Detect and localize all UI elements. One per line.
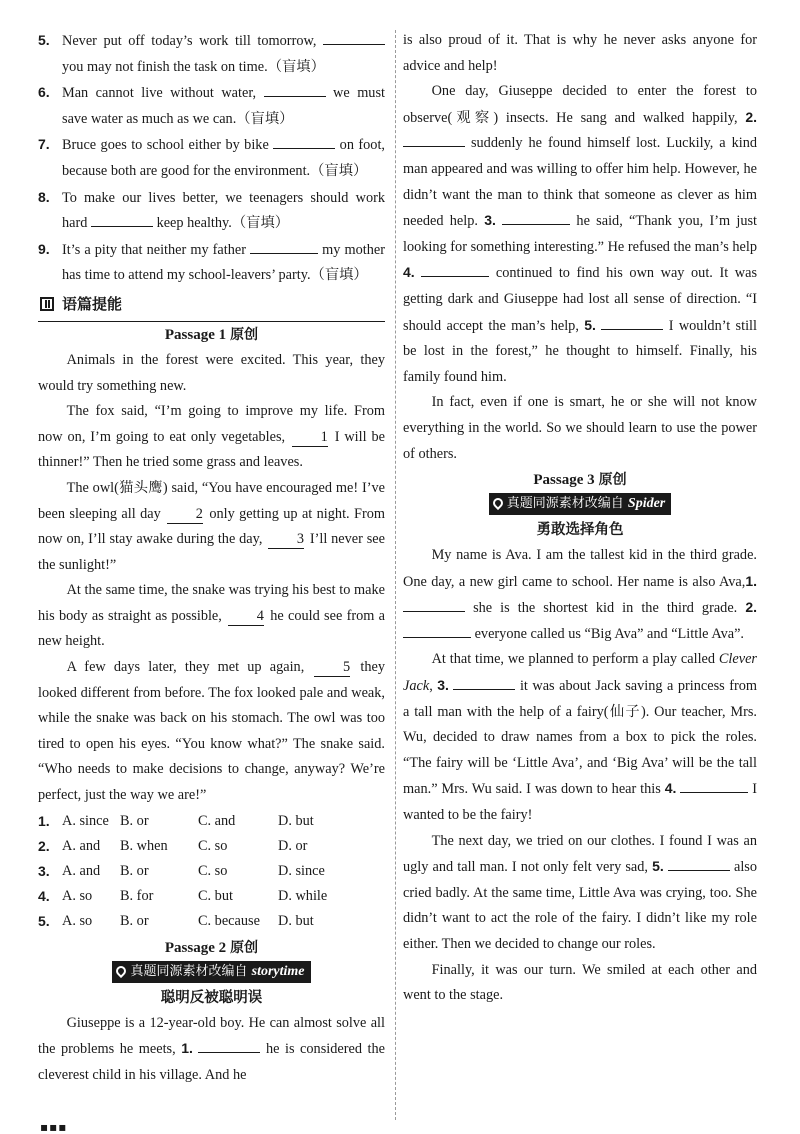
options-list xyxy=(38,809,385,935)
source-banner-wrap xyxy=(403,493,757,517)
column-divider xyxy=(395,30,396,1120)
answer-blank[interactable] xyxy=(421,261,489,277)
option-row: 1. A. since B. or C. and D. but xyxy=(38,812,314,829)
numbered-blank[interactable]: 2 xyxy=(167,505,203,524)
passage-2-title: Passage 2 原创 xyxy=(164,939,259,956)
answer-blank[interactable] xyxy=(403,596,465,612)
answer-blank[interactable] xyxy=(273,133,335,149)
passage-1-para: Animals in the forest were excited. This year, they would try something new. xyxy=(38,351,385,394)
answer-blank[interactable] xyxy=(323,29,385,45)
location-pin-icon xyxy=(491,496,505,510)
passage-1-para: A few days later, they met up again, 5 they looked different from before. The fox looked pale and weak, while the snake was back on his stomach. The owl was too tired to open his eyes. “You know what?” The snake said. “Who needs to make decisions to change, anyway? We’re perfect, just the way we are!” xyxy=(38,659,386,804)
option-row: 2. A. and B. when C. so D. or xyxy=(38,837,308,854)
passage-1-para: The fox said, “I’m going to improve my life. From now on, I’m going to eat only vegetables, 1 I will be thinner!” Then he tried some grass and leaves. xyxy=(38,403,385,471)
passage-2-para: In fact, even if one is smart, he or she will not know everything in the world. So we should learn to use the power of others. xyxy=(403,394,757,462)
passage-2-subtitle: 聪明反被聪明误 xyxy=(160,989,263,1006)
passage-2-para: Giuseppe is a 12-year-old boy. He can almost solve all the problems he meets, 1. he is considered the cleverest child in his village. And he xyxy=(38,1014,385,1083)
right-column xyxy=(403,28,757,1009)
numbered-blank[interactable]: 5 xyxy=(314,658,350,677)
passage-2-para: One day, Giuseppe decided to enter the forest to observe(观察) insects. He sang and walked happily, 2. suddenly he found himself lost. Luckily, a kind man appeared and was willing to offer him help. However, he didn’t want the man to think that someone as clever as him needed help. 3. he said, “Thank you, I’m just looking for something interesting.” He refused the man’s help 4. continued to find his own way out. It was getting dark and Giuseppe had lost all sense of direction. “I should accept the man’s help, 5. I wouldn’t still be lost in the forest,” he thought to himself. Finally, his family found him. xyxy=(403,83,758,385)
option-row: 4. A. so B. for C. but D. while xyxy=(38,888,328,905)
answer-blank[interactable] xyxy=(601,314,663,330)
answer-blank[interactable] xyxy=(453,674,515,690)
passage-1-title: Passage 1 原创 xyxy=(164,326,259,343)
question-9: 9. It’s a pity that neither my father my mother has time to attend my school-leavers’ party.（盲填） xyxy=(38,237,385,289)
section-title: 语篇提能 xyxy=(62,294,123,313)
source-banner-wrap xyxy=(38,961,385,985)
section-header xyxy=(38,291,385,322)
question-8: 8. To make our lives better, we teenagers should work hard keep healthy.（盲填） xyxy=(38,188,385,232)
answer-blank[interactable] xyxy=(250,238,318,254)
numbered-blank[interactable]: 3 xyxy=(268,530,304,549)
answer-blank[interactable] xyxy=(91,211,153,227)
numbered-blank[interactable]: 4 xyxy=(228,607,264,626)
passage-3-para: My name is Ava. I am the tallest kid in the third grade. One day, a new girl came to school. Her name is also Ava,1. she is the shortest kid in the third grade. 2. everyone called us “Big Ava” and “Little Ava”. xyxy=(403,547,757,642)
answer-blank[interactable] xyxy=(502,209,570,225)
answer-blank[interactable] xyxy=(264,81,326,97)
answer-blank[interactable] xyxy=(668,855,730,871)
numbered-blank[interactable]: 1 xyxy=(292,428,328,447)
source-banner: 真题同源素材改编自 storytime xyxy=(112,961,310,983)
option-row: 5. A. so B. or C. because D. but xyxy=(38,913,314,930)
passage-3-subtitle: 勇敢选择角色 xyxy=(536,522,624,539)
section-icon xyxy=(40,297,54,311)
answer-blank[interactable] xyxy=(198,1037,260,1053)
passage-3-para: Finally, it was our turn. We smiled at each other and went to the stage. xyxy=(403,961,757,1004)
source-banner: 真题同源素材改编自 Spider xyxy=(489,493,672,515)
question-6: 6. Man cannot live without water, we must save water as much as we can.（盲填） xyxy=(38,80,385,132)
option-row: 3. A. and B. or C. so D. since xyxy=(38,863,325,879)
location-pin-icon xyxy=(114,963,128,977)
answer-blank[interactable] xyxy=(403,131,465,147)
answer-blank[interactable] xyxy=(403,622,471,638)
passage-1-para: At the same time, the snake was trying his best to make his body as straight as possible, 4 he could see from a new height. xyxy=(38,582,386,650)
passage-2-para: is also proud of it. That is why he never asks anyone for advice and help! xyxy=(403,32,757,74)
passage-3-title: Passage 3 原创 xyxy=(533,472,627,489)
passage-3-para: At that time, we planned to perform a play called Clever Jack, 3. it was about Jack saving a princess from a tall man with the help of a fairy(仙子). Our teacher, Mrs. Wu, decided to draw names from a box to pick the roles. “The fairy will be ‘Little Ava’, and ‘Big Ava’ will be the tall man.” Mrs. Wu said. I was down to hear this 4. I wanted to be the fairy! xyxy=(403,651,758,824)
passage-3-para: The next day, we tried on our clothes. I found I was an ugly and tall man. I not only felt very sad, 5. also cried badly. At the same time, Little Ava was crying, too. She didn’t want to act the role of the fairy. I didn’t like my role either. Then we decided to change our roles. xyxy=(403,832,758,952)
question-7: 7. Bruce goes to school either by bike on foot, because both are good for the environment.（盲填） xyxy=(38,132,385,184)
answer-blank[interactable] xyxy=(680,777,748,793)
question-5: 5. Never put off today’s work till tomorrow, you may not finish the task on time.（盲填） xyxy=(38,28,385,80)
page-mark: ▪▪▪ xyxy=(40,1120,68,1134)
passage-1-para: The owl(猫头鹰) said, “You have encouraged me! I’ve been sleeping all day 2 only getting up at night. From now on, I’ll stay awake during the day, 3 I’ll never see the sunlight!” xyxy=(38,479,386,573)
left-column xyxy=(38,28,385,1088)
